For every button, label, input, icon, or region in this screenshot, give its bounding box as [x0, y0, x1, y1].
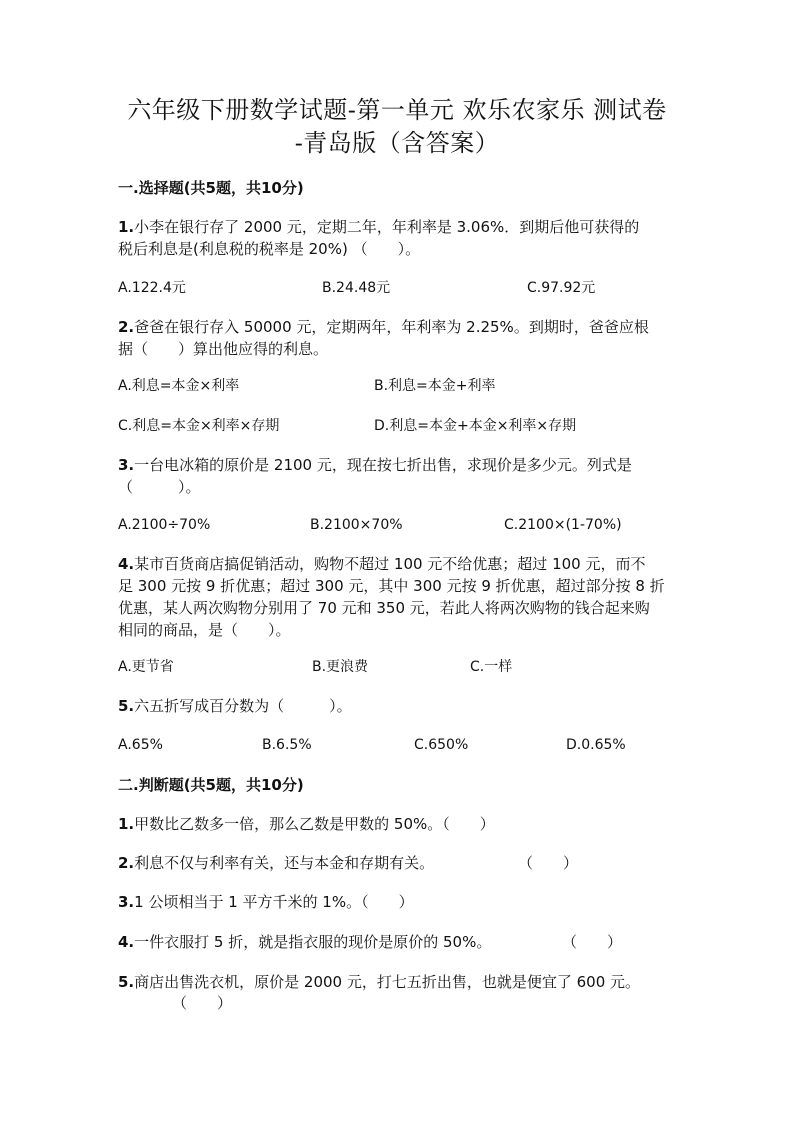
question-number: 2. — [118, 854, 135, 872]
question-number: 5. — [118, 697, 135, 715]
option-a: A.122.4元 — [118, 280, 186, 296]
question-number: 2. — [118, 318, 135, 336]
question-text — [118, 852, 698, 874]
question-line: 小李在银行存了 2000 元，定期二年，年利率是 3.06%．到期后他可获得的 — [134, 218, 640, 236]
option-d: D.利息=本金+本金×利率×存期 — [374, 418, 577, 434]
answer-blank: （ ） — [562, 933, 623, 951]
question-line: （ ）。 — [118, 478, 201, 496]
page-title-continued: -青岛版（含答案） — [294, 129, 500, 157]
question-number: 4. — [118, 933, 135, 951]
option-a: A.更节省 — [118, 659, 174, 675]
question-number: 1. — [118, 218, 135, 236]
option-a: A.65% — [118, 737, 163, 753]
question-text — [118, 813, 698, 835]
option-a: A.利息=本金×利率 — [118, 378, 240, 394]
question-number: 1. — [118, 815, 135, 833]
question-line: 据（ ）算出他应得的利息。 — [118, 340, 329, 358]
question-line: 税后利息是(利息税的税率是 20%) （ ）。 — [118, 240, 421, 258]
question-text — [118, 553, 698, 575]
question-line: 商店出售洗衣机，原价是 2000 元，打七五折出售，也就是便宜了 600 元。 — [134, 973, 641, 991]
question-number: 4. — [118, 555, 135, 573]
section-header-choice: 一.选择题(共5题，共10分) — [118, 179, 304, 197]
option-b: B.更浪费 — [312, 659, 369, 675]
option-c: C.650% — [414, 737, 469, 753]
question-line: 优惠，某人两次购物分别用了 70 元和 350 元，若此人将两次购物的钱合起来购 — [118, 599, 650, 617]
question-number: 3. — [118, 893, 135, 911]
question-number: 3. — [118, 456, 135, 474]
question-line: 足 300 元按 9 折优惠；超过 300 元，其中 300 元按 9 折优惠，超过部分按 8 折 — [118, 577, 665, 595]
answer-blank: （ ） — [172, 994, 233, 1012]
option-b: B.24.48元 — [322, 280, 391, 296]
question-line: 一台电冰箱的原价是 2100 元，现在按七折出售，求现价是多少元。列式是 — [134, 456, 632, 474]
question-text — [118, 971, 698, 993]
page-title: 六年级下册数学试题-第一单元 欢乐农家乐 测试卷 — [127, 96, 667, 124]
option-a: A.2100÷70% — [118, 517, 211, 533]
question-line: 六五折写成百分数为（ ）。 — [134, 697, 352, 715]
answer-blank: （ ） — [518, 854, 579, 872]
question-line: 利息不仅与利率有关，还与本金和存期有关。 — [134, 854, 435, 872]
question-text — [118, 891, 698, 913]
question-line: 爸爸在银行存入 50000 元，定期两年，年利率为 2.25%。到期时，爸爸应根 — [134, 318, 649, 336]
option-c: C.2100×(1-70%) — [504, 517, 622, 533]
option-c: C.利息=本金×利率×存期 — [118, 418, 280, 434]
question-text — [118, 695, 698, 717]
question-line: 相同的商品，是（ ）。 — [118, 621, 291, 639]
section-header-judge: 二.判断题(共5题，共10分) — [118, 776, 304, 794]
question-line: 1 公顷相当于 1 平方千米的 1%。（ ） — [134, 893, 414, 911]
question-text — [118, 316, 698, 338]
option-b: B.利息=本金+利率 — [374, 378, 496, 394]
question-line: 甲数比乙数多一倍，那么乙数是甲数的 50%。（ ） — [134, 815, 495, 833]
question-text — [118, 454, 698, 476]
question-text — [118, 216, 698, 238]
option-c: C.97.92元 — [527, 280, 596, 296]
question-line: 一件衣服打 5 折，就是指衣服的现价是原价的 50%。 — [134, 933, 492, 951]
option-c: C.一样 — [470, 659, 513, 675]
question-number: 5. — [118, 973, 135, 991]
option-b: B.6.5% — [262, 737, 312, 753]
question-line: 某市百货商店搞促销活动，购物不超过 100 元不给优惠；超过 100 元，而不 — [134, 555, 646, 573]
option-b: B.2100×70% — [310, 517, 403, 533]
option-d: D.0.65% — [566, 737, 626, 753]
